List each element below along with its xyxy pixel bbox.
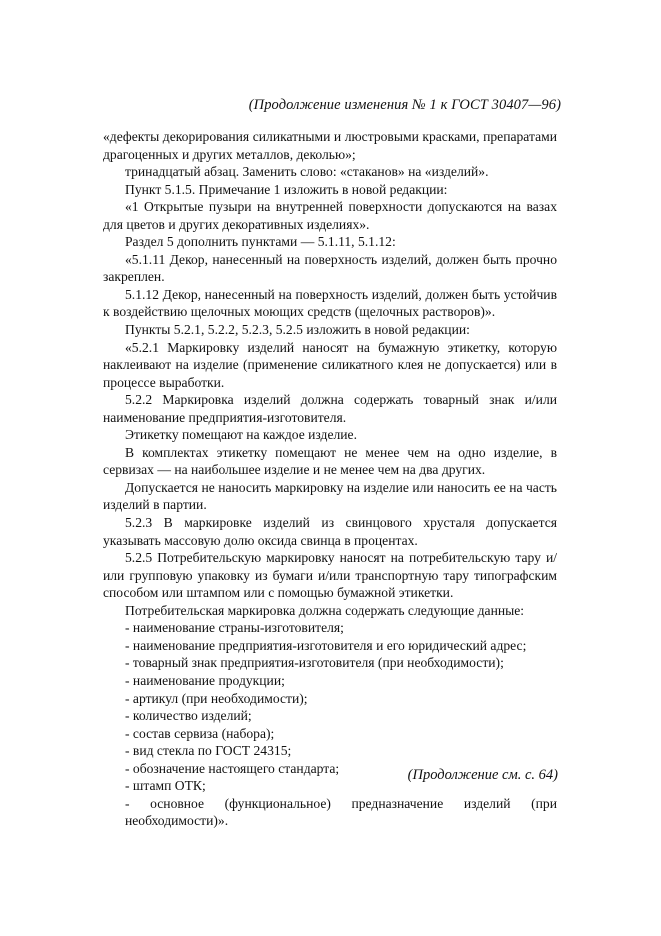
paragraph: «1 Открытые пузыри на внутренней поверхности допускаются на вазах для цветов и других декоративных изделиях». (103, 199, 557, 232)
paragraph: 5.2.2 Маркировка изделий должна содержать товарный знак и/или наименование предприятия-изготовителя. (103, 392, 557, 425)
paragraph: Допускается не наносить маркировку на изделие или наносить ее на часть изделий в партии. (103, 479, 557, 513)
paragraph: Пункты 5.2.1, 5.2.2, 5.2.3, 5.2.5 изложить в новой редакции: (125, 322, 470, 338)
list-item: - состав сервиза (набора); (125, 725, 275, 741)
paragraph: Потребительская маркировка должна содержать следующие данные: (125, 602, 525, 618)
list-item: - количество изделий; (125, 708, 252, 724)
paragraph: 5.2.5 Потребительскую маркировку наносят на потребительскую тару и/или групповую упаковку из бумаги и/или транспортную тару типографским способом или штампом или с помощью бумажной этикетки. (103, 550, 557, 601)
list-item-last: - основное (функциональное) предназначение изделий (при необходимости)». (125, 795, 557, 829)
list-item: - артикул (при необходимости); (125, 690, 308, 706)
paragraph: 5.1.12 Декор, нанесенный на поверхность изделий, должен быть устойчив к воздействию щелочных моющих средств (щелочных растворов)». (103, 286, 557, 320)
paragraph: 5.2.3 В маркировке изделий из свинцового хрусталя допускается указывать массовую долю оксида свинца в процентах. (103, 515, 557, 548)
list-item: - наименование предприятия-изготовителя и его юридический адрес; (125, 637, 527, 653)
document-body (103, 128, 557, 830)
paragraph: «5.1.11 Декор, нанесенный на поверхность изделий, должен быть прочно закреплен. (103, 251, 557, 285)
page-header: (Продолжение изменения № 1 к ГОСТ 30407—96) (248, 97, 561, 113)
paragraph: «5.2.1 Маркировку изделий наносят на бумажную этикетку, которую наклеивают на изделие (применение силикатного клея не допускается) или в процессе выработки. (103, 339, 557, 390)
list-item: - штамп ОТК; (125, 778, 206, 794)
continuation-note: (Продолжение см. с. 64) (407, 767, 558, 783)
list-item: - наименование продукции; (125, 672, 285, 688)
list-item: - обозначение настоящего стандарта; (125, 760, 340, 776)
paragraph: Раздел 5 дополнить пунктами — 5.1.11, 5.1.12: (125, 234, 396, 250)
paragraph: Пункт 5.1.5. Примечание 1 изложить в новой редакции: (125, 181, 448, 197)
list-item: - товарный знак предприятия-изготовителя (при необходимости); (125, 655, 504, 671)
paragraph: «дефекты декорирования силикатными и люстровыми красками, препаратами драгоценных и других металлов, деколью»; (103, 129, 557, 162)
paragraph: В комплектах этикетку помещают не менее чем на одно изделие, в сервизах — на наибольшее изделие и не менее чем на два других. (103, 444, 557, 478)
list-item: - вид стекла по ГОСТ 24315; (125, 743, 292, 759)
paragraph: Этикетку помещают на каждое изделие. (125, 427, 357, 443)
list-item: - наименование страны-изготовителя; (125, 620, 344, 636)
paragraph: тринадцатый абзац. Заменить слово: «стаканов» на «изделий». (125, 164, 489, 180)
